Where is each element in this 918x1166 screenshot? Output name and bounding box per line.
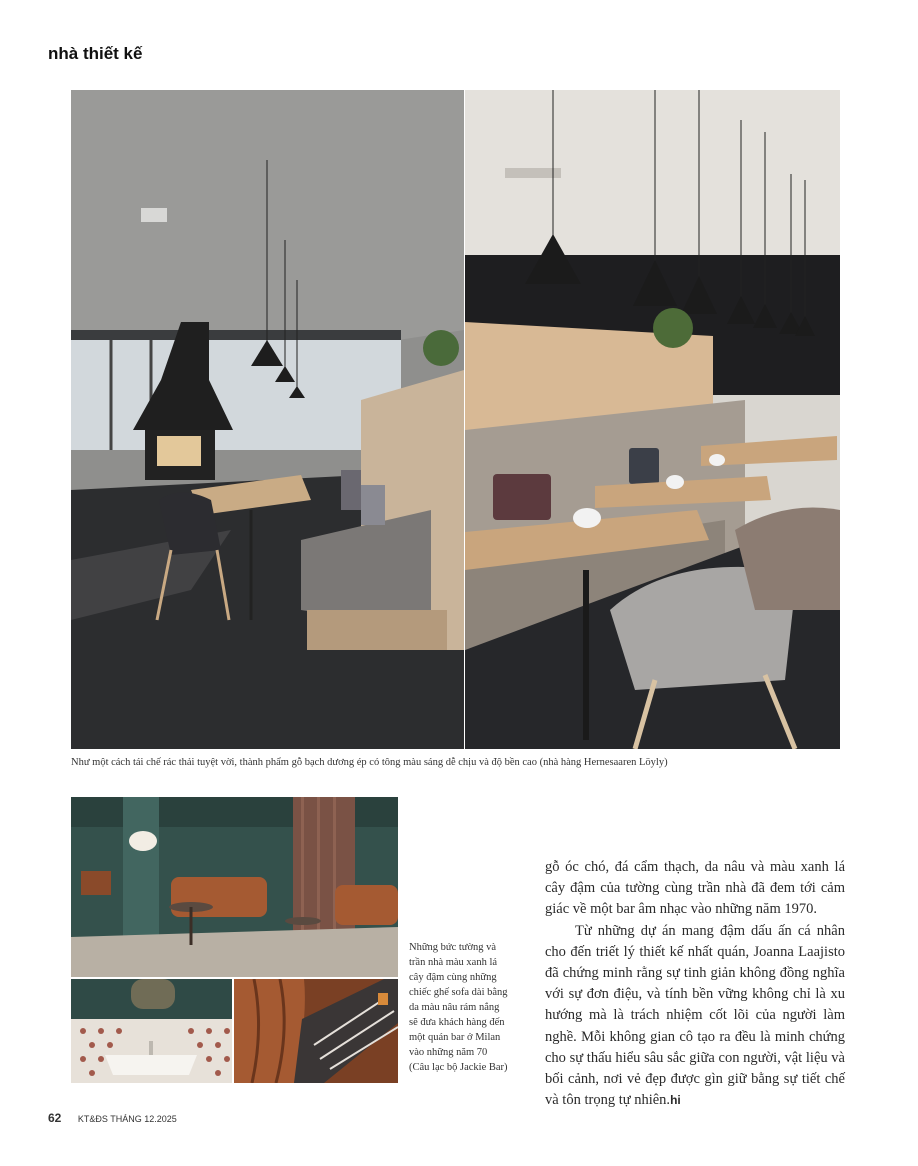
page-number: 62: [48, 1111, 62, 1125]
section-label: nhà thiết kế: [48, 44, 143, 63]
photo-restaurant-right: [465, 90, 840, 749]
footer: [48, 1111, 177, 1125]
issue-label: KT&ĐS THÁNG 12.2025: [77, 1114, 177, 1124]
caption-top: Như một cách tái chế rác thải tuyệt vời, thành phẩm gỗ bạch dương ép có tông màu sáng dễ chịu và độ bền cao (nhà hàng Hernesaaren Löyly): [71, 757, 668, 768]
photo-restaurant-left: [71, 90, 464, 749]
photo-leather-sofa-detail: [234, 979, 398, 1083]
article-body: [545, 857, 845, 1111]
paragraph-2: [545, 921, 845, 1112]
photo-bar-washroom: [71, 979, 232, 1083]
end-mark: hi: [670, 1093, 681, 1108]
paragraph-1: gỗ óc chó, đá cẩm thạch, da nâu và màu xanh lá cây đậm của tường cùng trần nhà đã đem tới cảm giác về một bar âm nhạc vào những năm 1970.: [545, 859, 845, 918]
photo-bar-interior: [71, 797, 398, 977]
caption-bottom: Những bức tường và trần nhà màu xanh lá cây đậm cùng những chiếc ghế sofa dài bằng da màu nâu rám nắng sẽ đưa khách hàng đến một quán bar ở Milan vào những năm 70 (Câu lạc bộ Jackie Bar): [409, 942, 508, 1073]
paragraph-2-text: Từ những dự án mang đậm dấu ấn cá nhân cho đến triết lý thiết kế nhất quán, Joanna Laajisto đã chứng minh rằng sự tinh giản không đồng nghĩa với sự đơn điệu, và tính bền vững không chỉ là xu hướng mà là trách nhiệm cốt lõi của người làm nghề. Mỗi không gian cô tạo ra đều là minh chứng cho sự thấu hiểu sâu sắc giữa con người, vật liệu và bối cảnh, nơi vẻ đẹp được gìn giữ bằng sự tiết chế và tôn trọng tự nhiên.: [545, 922, 845, 1109]
